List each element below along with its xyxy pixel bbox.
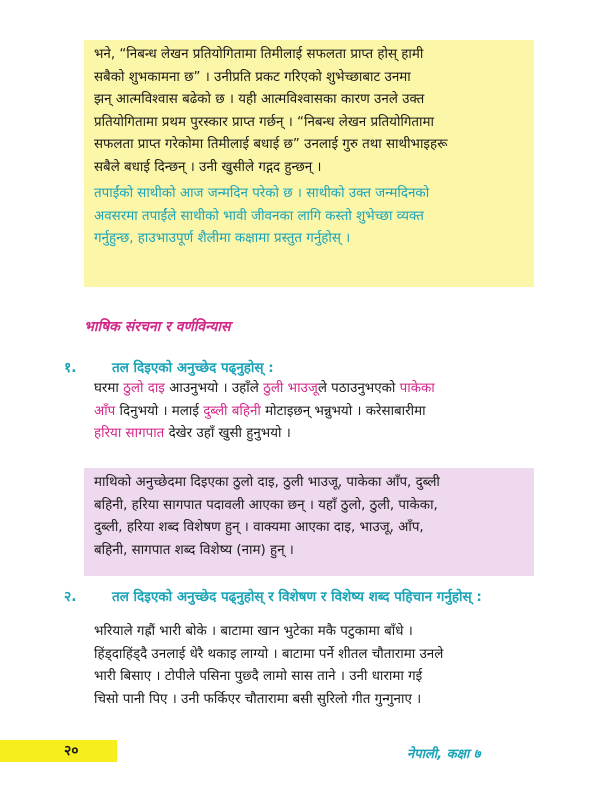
passage-line: हिंड्दाहिंड्दै उनलाई धेरै थकाइ लाग्यो । बाटामा पर्ने शीतल चौतारामा उनले <box>94 646 444 662</box>
passage-line: भारी बिसाए । टोपीले पसिना पुछ्दै लामो सास ताने । उनी धारामा गई <box>94 669 423 684</box>
intro-line: सफलता प्राप्त गरेकोमा तिमीलाई बधाई छ” उनलाई गुरु तथा साथीभाइहरू <box>94 137 448 152</box>
passage-line <box>94 378 524 401</box>
intro-task <box>94 183 524 251</box>
highlight-phrase: दुब्ली बहिनी <box>203 403 261 419</box>
note-line: माथिको अनुच्छेदमा दिइएका ठुलो दाइ, ठुली भाउजू, पाकेका आँप, दुब्ली <box>94 475 440 490</box>
footer-color-bar <box>0 740 117 762</box>
passage-line: भरियाले गह्रौं भारी बोके । बाटामा खान भुटेका मकै पटुकामा बाँधे । <box>94 624 413 639</box>
highlight-phrase: ठुली भाउजू <box>263 381 318 396</box>
question-2-number: २. <box>64 589 77 605</box>
intro-passage-box <box>84 40 534 287</box>
question-1-passage <box>84 374 534 450</box>
note-line: बहिनी, हरिया सागपात पदावली आएका छन् । यहाँ ठुलो, ठुली, पाकेका, <box>94 497 438 513</box>
passage-text: घरमा <box>94 381 124 396</box>
intro-task-line: अवसरमा तपाईंले साथीको भावी जीवनका लागि कस्तो शुभेच्छा व्यक्त <box>94 208 424 224</box>
passage-text: आउनुभयो । उहाँले <box>164 381 264 396</box>
note-line: दुब्ली, हरिया शब्द विशेषण हुन् । वाक्यमा आएका दाइ, भाउजू, आँप, <box>94 520 424 535</box>
passage-line: चिसो पानी पिए । उनी फर्किएर चौतारामा बसी सुरिलो गीत गुन्गुनाए । <box>94 691 422 707</box>
passage-text: देखेर उहाँ खुसी हुनुभयो । <box>164 426 291 441</box>
page-number: २० <box>64 743 79 759</box>
intro-task-line: गर्नुहुन्छ, हाउभाउपूर्ण शैलीमा कक्षामा प्रस्तुत गर्नुहोस् । <box>94 231 351 246</box>
question-1-text: तल दिइएको अनुच्छेद पढ्नुहोस् : <box>112 360 274 376</box>
highlight-phrase: ठुलो दाइ <box>123 381 165 396</box>
passage-line <box>94 401 524 424</box>
intro-line: प्रतियोगितामा प्रथम पुरस्कार प्राप्त गर्छन् । “निबन्ध लेखन प्रतियोगितामा <box>94 114 435 130</box>
passage-text: ले पठाउनुभएको <box>317 381 400 396</box>
footer-book-title: नेपाली, कक्षा ७ <box>407 747 481 762</box>
intro-line: सबैले बधाई दिन्छन् । उनी खुसीले गद्गद हुन्छन् । <box>94 159 322 175</box>
intro-line: भने, “निबन्ध लेखन प्रतियोगितामा तिमीलाई सफलता प्राप्त होस् हामी <box>94 47 424 62</box>
passage-line <box>94 423 524 446</box>
highlight-phrase: पाकेका <box>399 381 435 396</box>
note-line: बहिनी, सागपात शब्द विशेष्य (नाम) हुन् । <box>94 542 294 558</box>
intro-line: सबैको शुभकामना छ” । उनीप्रति प्रकट गरिएको शुभेच्छाबाट उनमा <box>94 69 411 85</box>
highlight-phrase: हरिया सागपात <box>94 426 165 441</box>
question-1-number: १. <box>64 360 77 376</box>
highlight-phrase: आँप <box>94 403 116 419</box>
passage-text: दिनुभयो । मलाई <box>115 403 204 419</box>
passage-text: मोटाइछन् भन्नुभयो । करेसाबारीमा <box>260 403 426 419</box>
question-2-text: तल दिइएको अनुच्छेद पढ्नुहोस् र विशेषण र विशेष्य शब्द पहिचान गर्नुहोस् : <box>112 589 482 605</box>
question-2-passage <box>84 617 534 715</box>
intro-line: झन् आत्मविश्वास बढेको छ । यही आत्मविश्वासका कारण उनले उक्त <box>94 92 425 107</box>
section-heading: भाषिक संरचना र वर्णविन्यास <box>84 319 231 335</box>
grammar-note-box <box>84 468 534 576</box>
intro-task-line: तपाईंको साथीको आज जन्मदिन परेको छ । साथीको उक्त जन्मदिनको <box>94 186 430 201</box>
